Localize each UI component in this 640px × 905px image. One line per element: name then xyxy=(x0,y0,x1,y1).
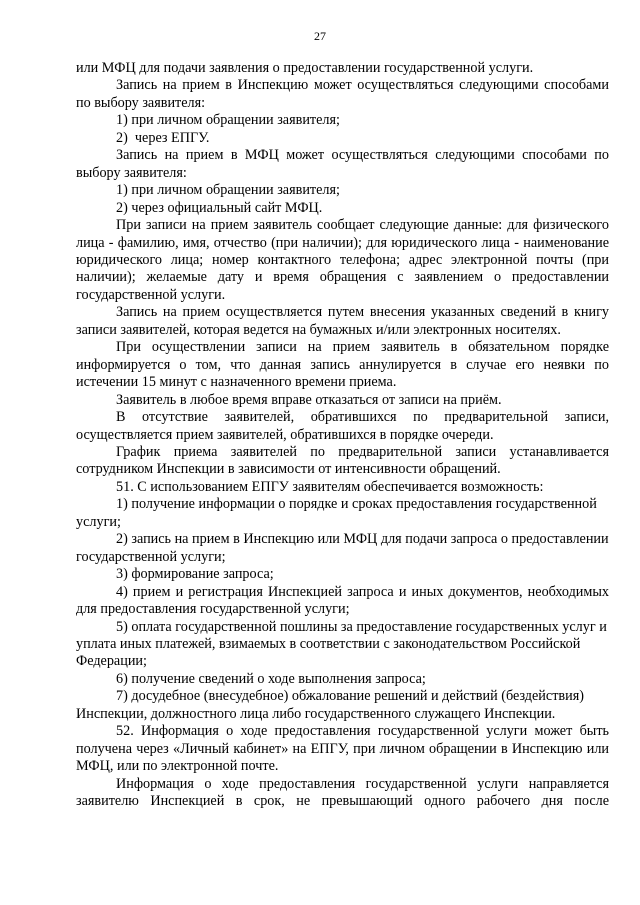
paragraph: Запись на прием в МФЦ может осуществляться следующими способами по выбору заявителя: xyxy=(76,147,609,181)
list-item: 6) получение сведений о ходе выполнения запроса; xyxy=(116,670,426,687)
paragraph: В отсутствие заявителей, обратившихся по предварительной записи, осуществляется прием заявителей, обратившихся в порядке очереди. xyxy=(76,409,609,443)
paragraph: или МФЦ для подачи заявления о предоставлении государственной услуги. xyxy=(76,60,534,76)
paragraph: Заявитель в любое время вправе отказаться от записи на приём. xyxy=(116,391,502,408)
list-item: 3) формирование запроса; xyxy=(116,566,274,583)
list-item: 1) при личном обращении заявителя; xyxy=(116,112,340,129)
list-item: 2) запись на прием в Инспекцию или МФЦ для подачи запроса о предоставлении государственной услуги; xyxy=(76,531,609,565)
document-body xyxy=(76,60,609,810)
paragraph: График приема заявителей по предварительной записи устанавливается сотрудником Инспекции в зависимости от интенсивности обращений. xyxy=(76,443,609,478)
paragraph: При записи на прием заявитель сообщает следующие данные: для физического лица - фамилию, имя, отчество (при наличии); для юридического лица - наименование юридического лица; номер контактного телефона; адрес электронной почты (при наличии); желаемые дату и время обращения с заявлением о предоставлении государственной услуги. xyxy=(76,217,609,303)
paragraph: Запись на прием осуществляется путем внесения указанных сведений в книгу записи заявителей, которая ведется на бумажных и/или электронных носителях. xyxy=(76,304,609,338)
paragraph: При осуществлении записи на прием заявитель в обязательном порядке информируется о том, что данная запись аннулируется в случае его неявки по истечении 15 минут с назначенного времени приема. xyxy=(76,339,609,391)
section-paragraph-52: 52. Информация о ходе предоставления государственной услуги может быть получена через «Личный кабинет» на ЕПГУ, при личном обращении в Инспекцию или МФЦ, или по электронной почте. xyxy=(76,723,609,775)
paragraph: Запись на прием в Инспекцию может осуществляться следующими способами по выбору заявителя: xyxy=(76,77,609,111)
page-number: 27 xyxy=(314,29,326,43)
list-item: 1) при личном обращении заявителя; xyxy=(116,182,340,199)
list-item: 4) прием и регистрация Инспекцией запроса и иных документов, необходимых для предоставления государственной услуги; xyxy=(76,583,609,618)
list-item: 2) через ЕПГУ. xyxy=(116,129,210,146)
list-item: 7) досудебное (внесудебное) обжалование решений и действий (бездействия) Инспекции, должностного лица либо государственного служащего Инспекции. xyxy=(76,688,584,722)
section-heading-51: 51. С использованием ЕПГУ заявителям обеспечивается возможность: xyxy=(116,478,544,495)
paragraph: Информация о ходе предоставления государственной услуги направляется заявителю Инспекцией в срок, не превышающий одного рабочего дня после xyxy=(76,775,609,810)
list-item: 1) получение информации о порядке и сроках предоставления государственной услуги; xyxy=(76,496,597,530)
list-item: 2) через официальный сайт МФЦ. xyxy=(116,199,323,216)
list-item: 5) оплата государственной пошлины за предоставление государственных услуг и уплата иных платежей, взимаемых в соответствии с законодательством Российской Федерации; xyxy=(76,618,607,670)
